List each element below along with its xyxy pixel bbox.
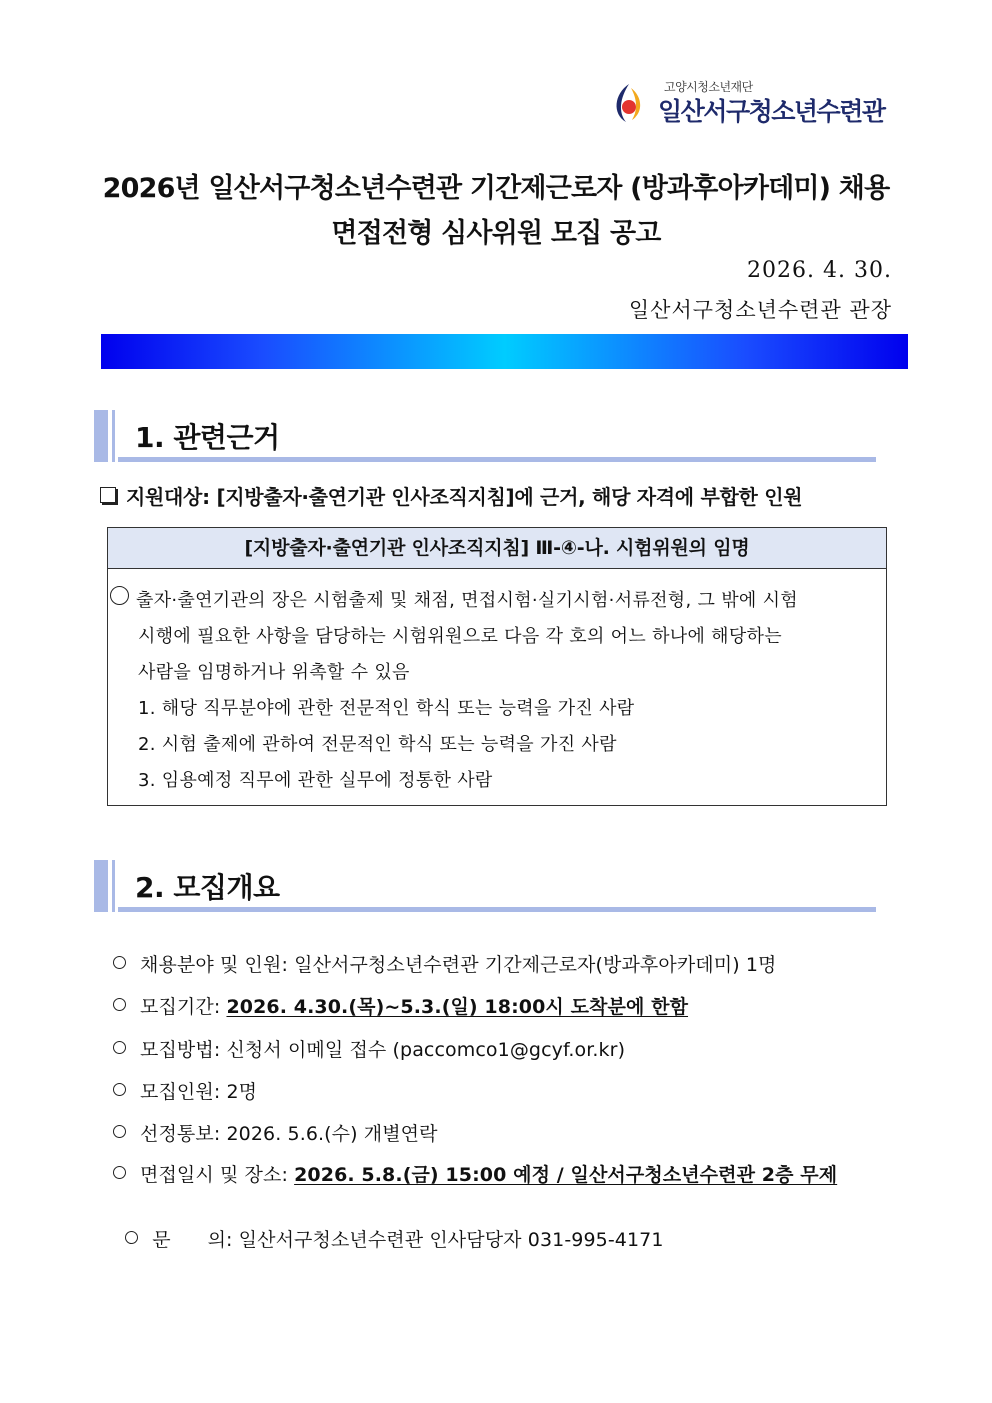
section-accent-line xyxy=(112,410,115,462)
section-accent-bar xyxy=(94,860,108,912)
item-key: 모집방법: xyxy=(140,1039,221,1061)
item-value: 일산서구청소년수련관 인사담당자 031-995-4171 xyxy=(238,1229,664,1251)
list-item xyxy=(113,992,688,1019)
list-item xyxy=(113,1077,257,1104)
item-value-highlight: 2026. 5.8.(금) 15:00 예정 / 일산서구청소년수련관 2층 무제 xyxy=(294,1164,838,1186)
item-value-highlight: 2026. 4.30.(목)~5.3.(일) 18:00시 도착분에 한함 xyxy=(226,996,689,1018)
circle-bullet-icon xyxy=(113,1166,126,1179)
list-item xyxy=(113,1160,837,1187)
section-underline xyxy=(118,457,876,462)
section-title: 2. 모집개요 xyxy=(135,871,280,904)
item-value: 2명 xyxy=(226,1081,258,1103)
logo-name: 일산서구청소년수련관 xyxy=(658,97,885,126)
guideline-quote-title: [지방출자·출연기관 인사조직지침] Ⅲ-④-나. 시험위원의 임명 xyxy=(108,528,886,569)
announcement-date: 2026. 4. 30. xyxy=(747,258,892,283)
page-title-line1: 2026년 일산서구청소년수련관 기간제근로자 (방과후아카데미) 채용 xyxy=(102,173,890,204)
support-target-text: 지원대상: [지방출자·출연기관 인사조직지침]에 근거, 해당 자격에 부합한 인원 xyxy=(126,485,803,509)
item-value: 2026. 5.6.(수) 개별연락 xyxy=(226,1123,438,1145)
list-item xyxy=(113,1035,625,1062)
organization-logo xyxy=(606,78,896,128)
quote-line: 3. 임용예정 직무에 관한 실무에 정통한 사람 xyxy=(138,770,493,791)
section-header-2 xyxy=(94,860,876,912)
section-accent-line xyxy=(112,860,115,912)
circle-bullet-icon xyxy=(113,1125,126,1138)
item-key: 면접일시 및 장소: xyxy=(140,1164,288,1186)
quote-line: 1. 해당 직무분야에 관한 전문적인 학식 또는 능력을 가진 사람 xyxy=(138,698,635,719)
issuer: 일산서구청소년수련관 관장 xyxy=(628,298,892,322)
item-value: 일산서구청소년수련관 기간제근로자(방과후아카데미) 1명 xyxy=(294,954,777,976)
checkbox-bullet-icon xyxy=(100,487,116,503)
circle-bullet-icon xyxy=(110,586,129,605)
quote-line: 시행에 필요한 사항을 담당하는 시험위원으로 다음 각 호의 어느 하나에 해당하는 xyxy=(138,626,782,647)
item-value: 신청서 이메일 접수 (paccomco1@gcyf.or.kr) xyxy=(226,1039,626,1061)
section-header-1 xyxy=(94,410,876,462)
logo-subtitle: 고양시청소년재단 xyxy=(664,80,753,94)
circle-bullet-icon xyxy=(113,1041,126,1054)
section-accent-bar xyxy=(94,410,108,462)
circle-bullet-icon xyxy=(113,1083,126,1096)
guideline-quote-box xyxy=(107,527,887,806)
section-title: 1. 관련근거 xyxy=(135,421,280,454)
section-underline xyxy=(118,907,876,912)
page-title-line2: 면접전형 심사위원 모집 공고 xyxy=(331,218,661,249)
list-item xyxy=(113,1119,438,1146)
decorative-gradient-bar xyxy=(101,334,908,369)
quote-line: 출자·출연기관의 장은 시험출제 및 채점, 면접시험·실기시험·서류전형, 그 밖에 시험 xyxy=(136,590,798,611)
item-key: 모집인원: xyxy=(140,1081,221,1103)
circle-bullet-icon xyxy=(125,1231,138,1244)
item-key: 문 의: xyxy=(152,1229,233,1251)
list-item xyxy=(113,1203,664,1252)
item-key: 선정통보: xyxy=(140,1123,221,1145)
quote-line: 사람을 임명하거나 위촉할 수 있음 xyxy=(138,662,410,683)
circle-bullet-icon xyxy=(113,956,126,969)
logo-emblem-icon xyxy=(606,80,652,126)
item-key: 채용분야 및 인원: xyxy=(140,954,288,976)
quote-line: 2. 시험 출제에 관하여 전문적인 학식 또는 능력을 가진 사람 xyxy=(138,734,617,755)
list-item xyxy=(113,950,777,977)
circle-bullet-icon xyxy=(113,998,126,1011)
support-target xyxy=(100,481,802,510)
item-key: 모집기간: xyxy=(140,996,221,1018)
